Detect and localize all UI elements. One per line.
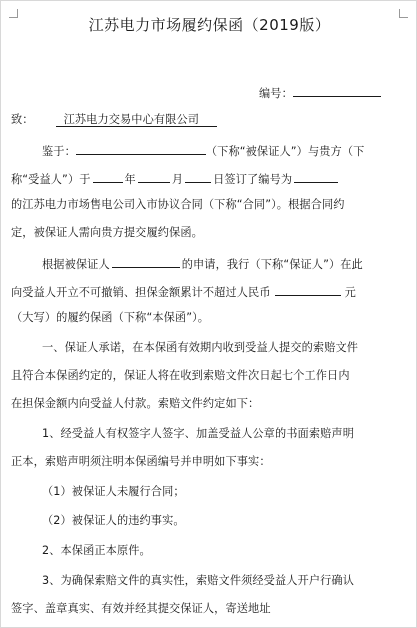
p3-line3 — [11, 397, 259, 411]
list-item-2: （2）被保证人的违约事实。 — [42, 514, 185, 527]
guarantee-amount-blank — [275, 283, 341, 296]
p5-line2 — [11, 602, 271, 616]
p4-text-a: 1、经受益人有权签字人签字、加盖受益人公章的书面索赔声明 — [42, 427, 354, 440]
p1-line4 — [11, 226, 203, 240]
p2-text-b: 的申请，我行（下称“保证人”）在此 — [181, 258, 363, 271]
p1-text-b: （下称“被保证人”）与贵方（下 — [205, 145, 365, 158]
p1-text-f: 日签订了编号为 — [213, 173, 293, 186]
recipient-label: 致： — [11, 113, 34, 126]
applicant-name-blank — [112, 255, 180, 268]
sign-year-blank — [93, 170, 123, 183]
p2-line2 — [11, 283, 356, 300]
p1-line3 — [11, 198, 345, 212]
p2-line3 — [11, 311, 209, 325]
p3-line1 — [42, 341, 358, 355]
list-item-1: （1）被保证人未履行合同； — [42, 485, 185, 498]
p1-text-e: 月 — [171, 173, 184, 186]
recipient-name-text: 江苏电力交易中心有限公司 — [63, 113, 200, 126]
principal-name-blank — [76, 142, 206, 155]
p1-line2 — [11, 170, 338, 187]
document-number-label: 编号： — [259, 87, 293, 100]
p5-line1 — [42, 574, 354, 588]
sign-month-blank — [138, 170, 170, 183]
p1-text-g: 的江苏电力市场售电公司入市协议合同（下称“合同”）。根据合同约 — [11, 198, 345, 211]
p2-text-d: 元 — [344, 286, 356, 299]
p3-text-c: 在担保金额内向受益人付款。索赔文件约定如下： — [11, 397, 260, 410]
list-item-3: 2、本保函正本原件。 — [42, 544, 151, 557]
recipient-line — [11, 113, 217, 127]
document-number-blank — [293, 84, 381, 97]
p1-line1 — [42, 142, 364, 159]
p4-line1 — [42, 427, 354, 441]
p4-text-b: 正本，索赔声明须注明本保函编号并申明如下事实： — [11, 455, 271, 468]
p2-text-a: 根据被保证人 — [42, 258, 110, 271]
p2-line1 — [42, 255, 363, 272]
p1-text-a: 鉴于： — [42, 145, 76, 158]
document-title: 江苏电力市场履约保函（2019版） — [88, 16, 331, 34]
p3-line2 — [11, 369, 350, 383]
p2-text-e: （大写）的履约保函（下称“本保函”）。 — [11, 311, 210, 324]
p5-text-a: 3、为确保索赔文件的真实性，索赔文件须经受益人开户行确认 — [42, 574, 354, 587]
p5-text-b: 签字、盖章真实、有效并经其提交保证人，寄送地址 — [11, 602, 271, 615]
p4-line2 — [11, 455, 271, 469]
p1-text-d: 年 — [124, 173, 136, 186]
p1-text-h: 定，被保证人需向贵方提交履约保函。 — [11, 226, 203, 239]
p1-text-c: 称“受益人”）于 — [11, 173, 91, 186]
contract-number-blank — [294, 170, 338, 183]
p3-text-a: 一、保证人承诺，在本保函有效期内收到受益人提交的索赔文件 — [42, 341, 359, 354]
recipient-name — [56, 113, 217, 127]
p2-text-c: 向受益人开立不可撤销、担保金额累计不超过人民币 — [11, 286, 271, 299]
p3-text-b: 且符合本保函约定的，保证人将在收到索赔文件次日起七个工作日内 — [11, 369, 350, 382]
document-number-line — [259, 84, 381, 101]
sign-day-blank — [185, 170, 211, 183]
